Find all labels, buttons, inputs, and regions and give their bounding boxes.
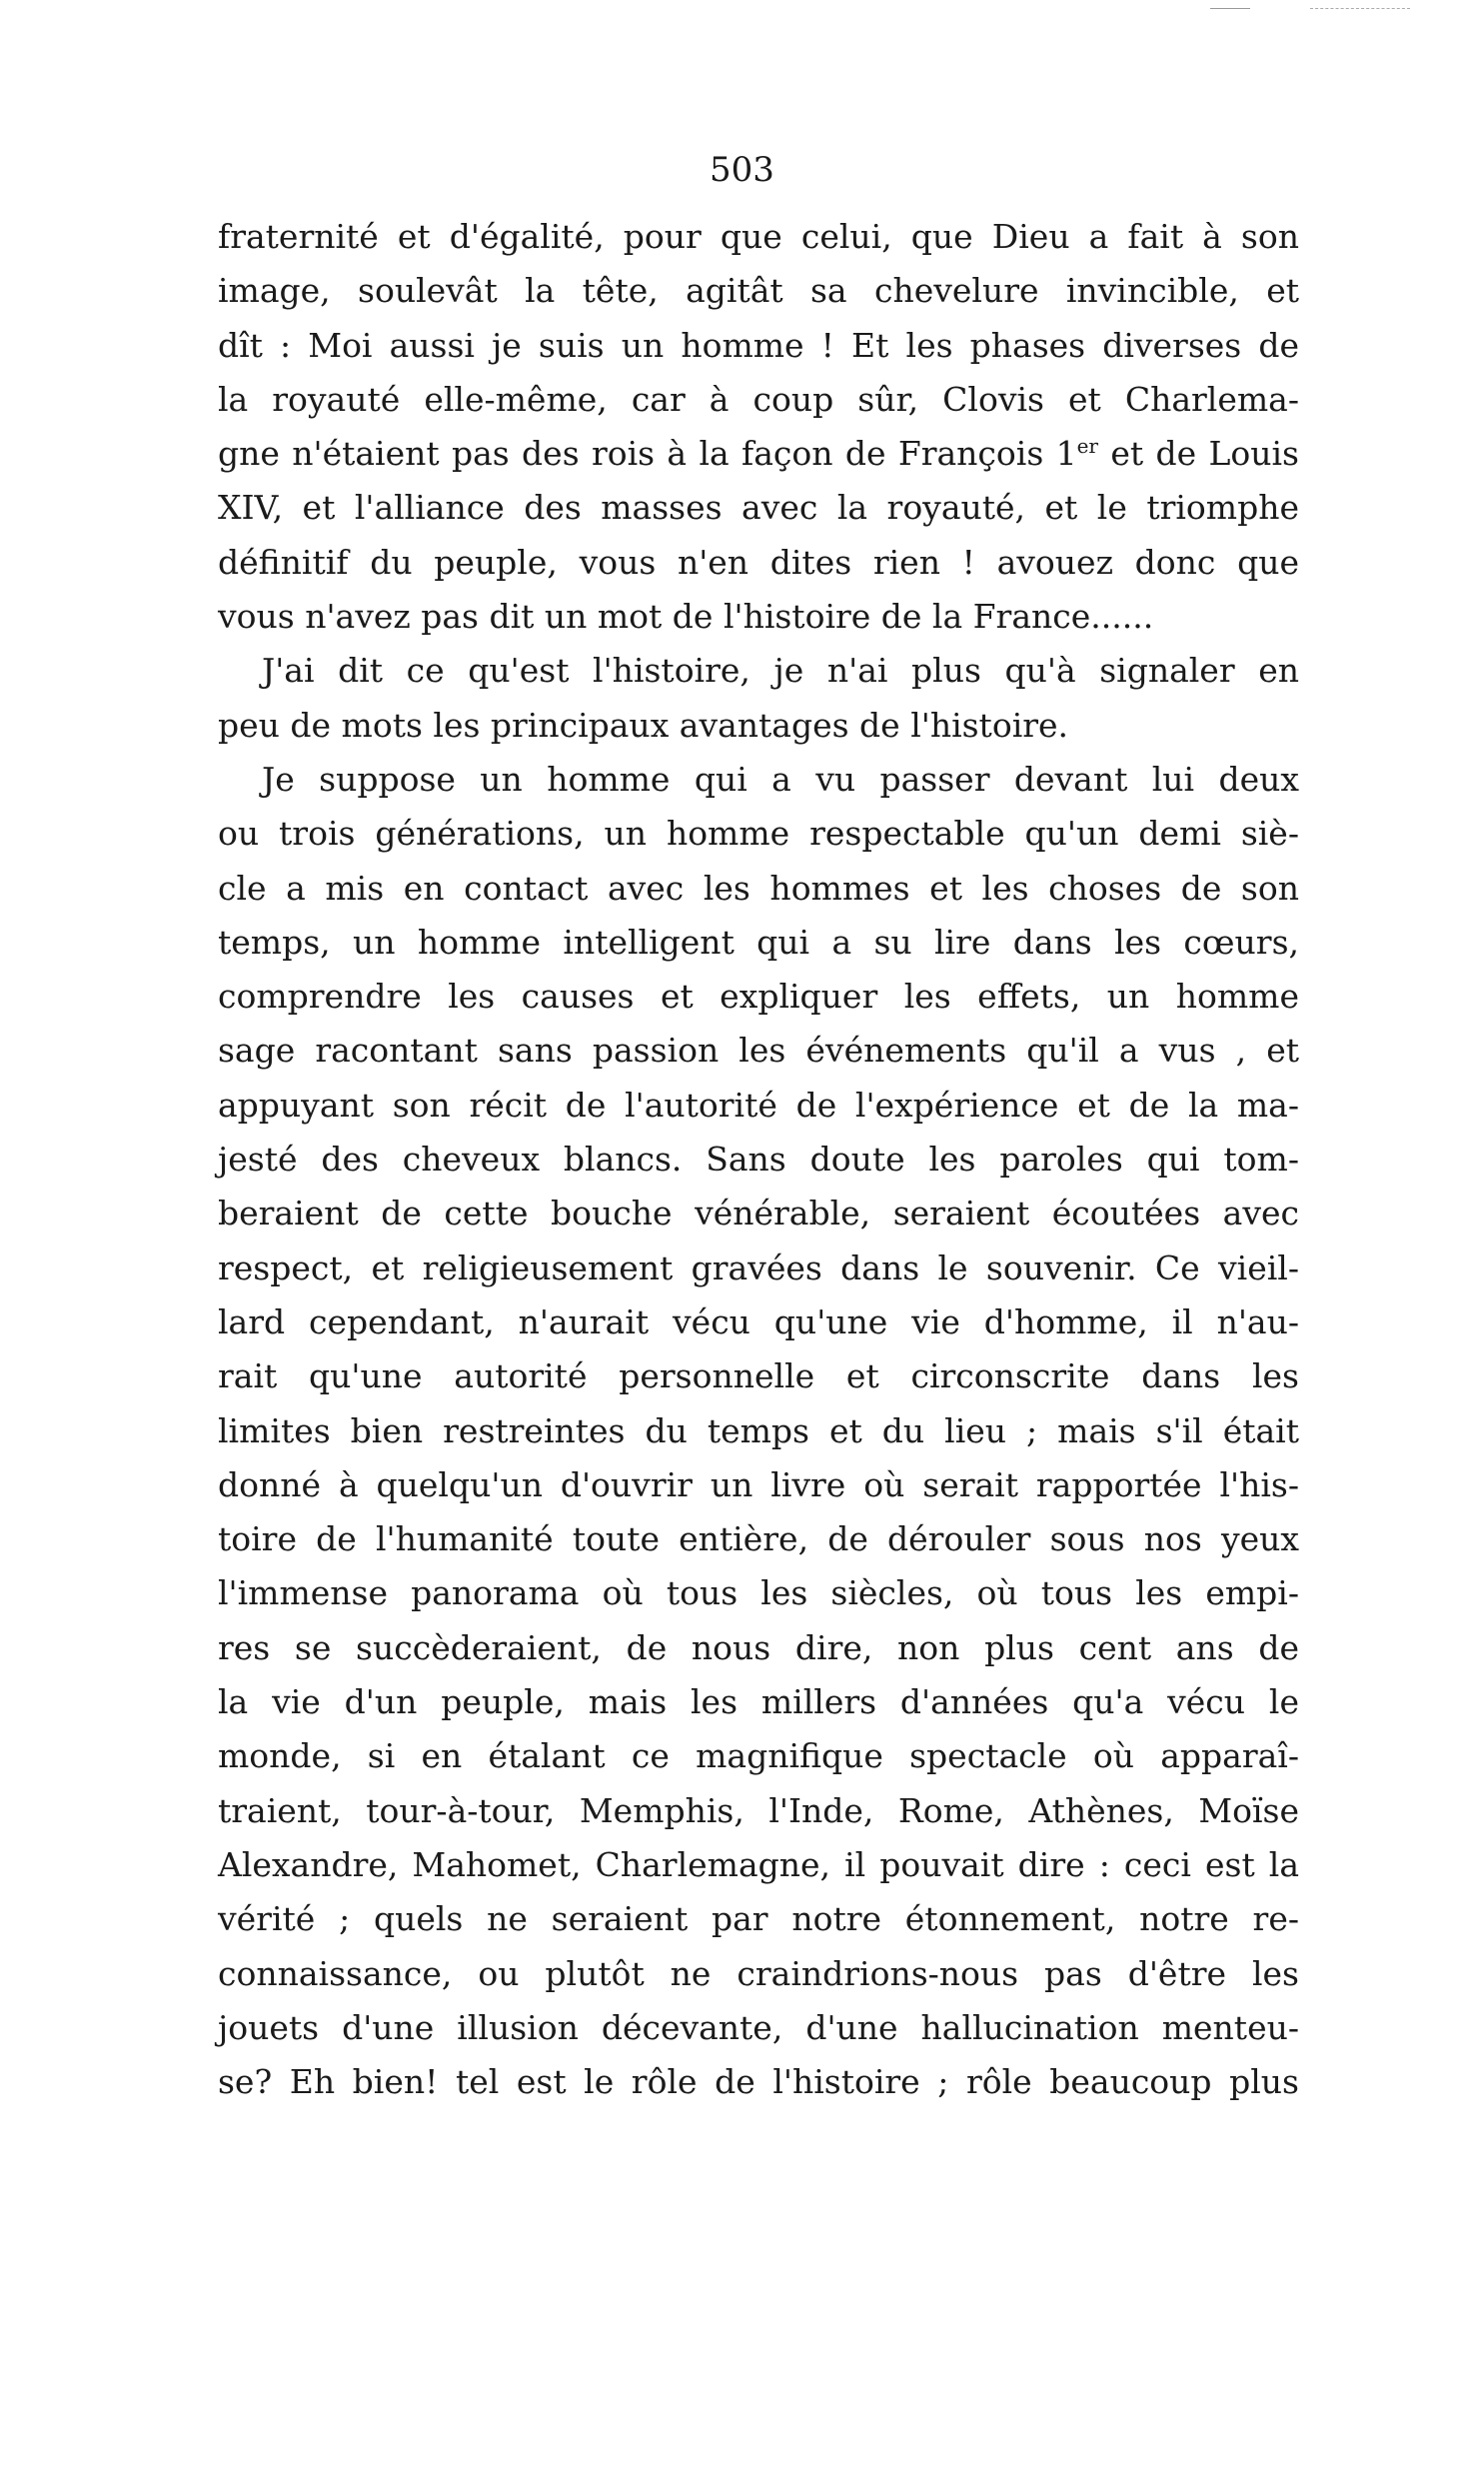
- text-line: toire de l'humanité toute entière, de dérouler sous nos yeux: [218, 1519, 1299, 1559]
- text-line: ou trois générations, un homme respectable qu'un demi siè-: [218, 814, 1299, 854]
- scan-mark: [1310, 8, 1410, 9]
- text-line: res se succèderaient, de nous dire, non plus cent ans de: [218, 1627, 1299, 1667]
- text-line: traient, tour-à-tour, Memphis, l'Inde, Rome, Athènes, Moïse: [218, 1790, 1299, 1830]
- text-line: la vie d'un peuple, mais les millers d'années qu'a vécu le: [218, 1682, 1299, 1722]
- text-line: temps, un homme intelligent qui a su lire dans les cœurs,: [218, 922, 1299, 962]
- scan-edge-marks: [1210, 4, 1440, 12]
- text-line: appuyant son récit de l'autorité de l'expérience et de la ma-: [218, 1085, 1299, 1125]
- text-line: cle a mis en contact avec les hommes et les choses de son: [218, 868, 1299, 908]
- text-line: peu de mots les principaux avantages de l'histoire.: [218, 705, 1069, 745]
- text-line: gne n'étaient pas des rois à la façon de François 1er et de Louis: [218, 434, 1299, 474]
- scan-mark: [1210, 8, 1250, 9]
- text-line: donné à quelqu'un d'ouvrir un livre où serait rapportée l'his-: [218, 1464, 1299, 1504]
- text-line: beraient de cette bouche vénérable, seraient écoutées avec: [218, 1194, 1299, 1234]
- page-number: 503: [710, 150, 774, 190]
- text-line: la royauté elle-même, car à coup sûr, Clovis et Charlema-: [218, 379, 1299, 419]
- text-line: respect, et religieusement gravées dans le souvenir. Ce vieil-: [218, 1247, 1299, 1287]
- text-line: Alexandre, Mahomet, Charlemagne, il pouvait dire : ceci est la: [218, 1844, 1299, 1884]
- text-line: fraternité et d'égalité, pour que celui, que Dieu a fait à son: [218, 217, 1299, 256]
- text-line: image, soulevât la tête, agitât sa chevelure invincible, et: [218, 271, 1299, 311]
- text-line: lard cependant, n'aurait vécu qu'une vie d'homme, il n'au-: [218, 1301, 1299, 1341]
- text-line: connaissance, ou plutôt ne craindrions-nous pas d'être les: [218, 1953, 1299, 1993]
- text-line: dît : Moi aussi je suis un homme ! Et les phases diverses de: [218, 325, 1299, 365]
- text-line: limites bien restreintes du temps et du lieu ; mais s'il était: [218, 1410, 1299, 1450]
- text-line: jouets d'une illusion décevante, d'une hallucination menteu-: [218, 2007, 1299, 2047]
- text-line: vous n'avez pas dit un mot de l'histoire de la France......: [218, 597, 1154, 637]
- text-line: monde, si en étalant ce magnifique spectacle où apparaî-: [218, 1736, 1299, 1776]
- text-line: jesté des cheveux blancs. Sans doute les paroles qui tom-: [218, 1140, 1299, 1180]
- text-line: se? Eh bien! tel est le rôle de l'histoire ; rôle beaucoup plus: [218, 2062, 1299, 2102]
- body-text: [218, 210, 1299, 2109]
- text-line: J'ai dit ce qu'est l'histoire, je n'ai plus qu'à signaler en: [262, 651, 1299, 691]
- text-line: vérité ; quels ne seraient par notre étonnement, notre re-: [218, 1899, 1299, 1939]
- superscript: er: [1076, 434, 1098, 459]
- text-line: XIV, et l'alliance des masses avec la royauté, et le triomphe: [218, 488, 1299, 528]
- text-line: Je suppose un homme qui a vu passer devant lui deux: [262, 759, 1299, 799]
- text-line: rait qu'une autorité personnelle et circonscrite dans les: [218, 1356, 1299, 1396]
- text-line: sage racontant sans passion les événements qu'il a vus , et: [218, 1031, 1299, 1071]
- text-line: l'immense panorama où tous les siècles, où tous les empi-: [218, 1573, 1299, 1613]
- text-line: définitif du peuple, vous n'en dites rien ! avouez donc que: [218, 542, 1299, 582]
- text-line: comprendre les causes et expliquer les effets, un homme: [218, 977, 1299, 1017]
